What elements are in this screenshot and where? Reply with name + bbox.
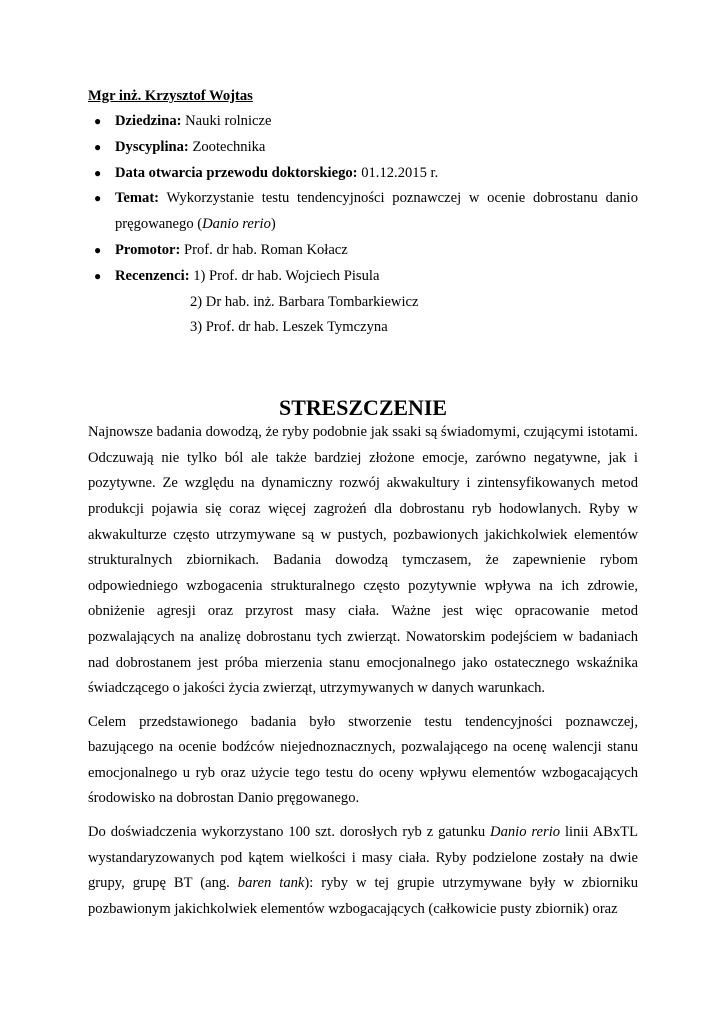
discipline-value: Zootechnika [192,138,266,155]
p3-baren-tank: baren tank [237,875,305,892]
reviewer-3: 3) Prof. dr hab. Leszek Tymczyna [190,319,388,336]
abstract-paragraph-1: Najnowsze badania dowodzą, że ryby podobnie jak ssaki są świadomymi, czującymi istotami. Odczuwają nie tylko ból ale także bardziej złożone emocje, zarówno negatywne, jak i pozytywne. Ze względu na dynamiczny rozwój akwakultury i zintensyfikowanych metod produkcji pojawia się coraz więcej zagrożeń dla dobrostanu ryb hodowlanych. Ryby w akwakulturze często utrzymywane są w pustych, pozbawionych jakichkolwiek elementów strukturalnych zbiornikach. Badania dowodzą tymczasem, że zapewnienie rybom odpowiedniego wzbogacenia strukturalnego często pozytywnie wpływa na ich zdrowie, obniżenie agresji oraz przyrost masy ciała. Ważne jest więc opracowanie metod pozwalających na analizę dobrostanu tych zwierząt. Nowatorskim podejściem w badaniach nad dobrostanem jest próba mierzenia stanu emocjonalnego jako ostatecznego wskaźnika świadczącego o jakości życia zwierząt, utrzymywanych w danych warunkach. [88,424,638,697]
reviewer-2: 2) Dr hab. inż. Barbara Tombarkiewicz [190,293,419,310]
abstract-paragraph-3 [88,820,638,922]
topic-species: Danio rerio [202,216,271,233]
date-value: 01.12.2015 r. [361,164,439,181]
field-value: Nauki rolnicze [185,113,272,129]
bullet-icon: ● [94,268,102,283]
topic-text: Wykorzystanie testu tendencyjności poznawczej w ocenie dobrostanu danio pręgowanego ( [115,190,638,233]
topic-item [88,186,638,238]
reviewers-label: Recenzenci: [115,267,190,284]
p3-text-b: linii ABxTL wystandaryzowanych pod kątem wielkości i masy ciała. Ryby podzielone zostały na dwie grupy, grupę BT (ang. [88,824,639,892]
field-label: Dziedzina: [115,113,182,129]
reviewers-item [88,264,638,290]
topic-text-end: ) [270,216,276,233]
bullet-icon: ● [94,139,102,154]
date-item [88,161,638,187]
document-page [88,84,638,922]
field-item [88,109,638,135]
promoter-value: Prof. dr hab. Roman Kołacz [184,241,348,258]
promoter-label: Promotor: [115,241,181,258]
author-name: Mgr inż. Krzysztof Wojtas [88,88,253,104]
p3-species: Danio rerio [490,824,561,841]
bullet-icon: ● [94,242,102,257]
discipline-item [88,135,638,161]
topic-label: Temat: [115,190,160,207]
promoter-item [88,238,638,264]
p3-text-a: Do doświadczenia wykorzystano 100 szt. dorosłych ryb z gatunku [88,824,491,841]
abstract-heading: STRESZCZENIE [279,395,447,421]
metadata-list [88,109,638,290]
bullet-icon: ● [94,114,102,128]
bullet-icon: ● [94,165,102,180]
bullet-icon: ● [94,191,102,206]
p3-text-c: ): ryby w tej grupie utrzymywane były w zbiorniku pozbawionym jakichkolwiek elementów wzbogacających (całkowicie pusty zbiornik) oraz [88,875,638,917]
discipline-label: Dyscyplina: [115,138,189,155]
date-label: Data otwarcia przewodu doktorskiego: [115,164,358,181]
abstract-paragraph-2: Celem przedstawionego badania było stworzenie testu tendencyjności poznawczej, bazującego na ocenie bodźców niejednoznacznych, pozwalającego na ocenę walencji stanu emocjonalnego u ryb oraz użycie tego testu do oceny wpływu elementów wzbogacających środowisko na dobrostan Danio pręgowanego. [88,713,638,807]
reviewer-1: 1) Prof. dr hab. Wojciech Pisula [193,267,380,284]
